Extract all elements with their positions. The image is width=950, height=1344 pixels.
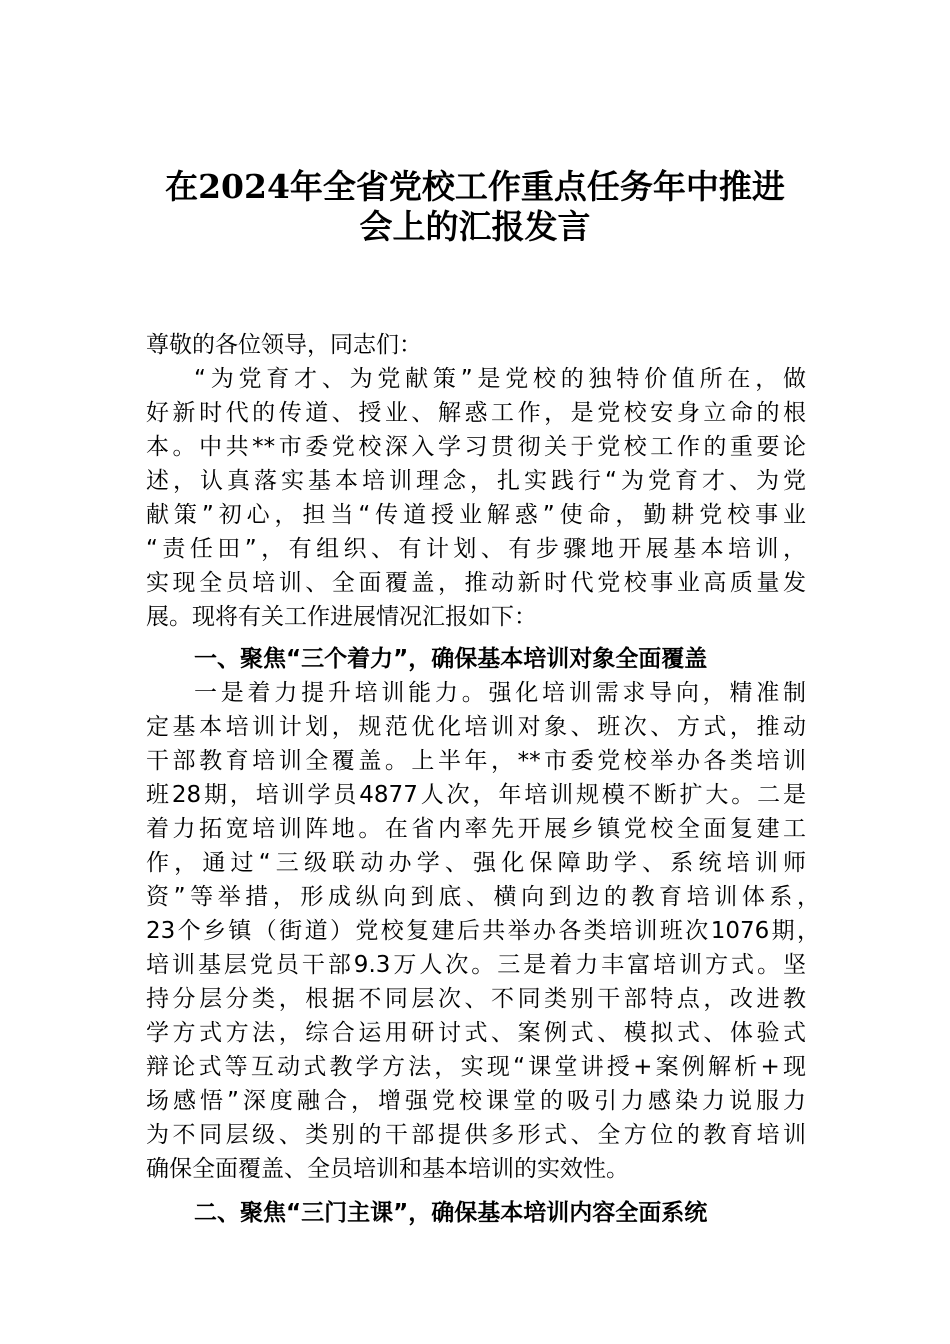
intro-line: 本。中共**市委党校深入学习贯彻关于党校工作的重要论 xyxy=(146,434,806,460)
section1-line: 作，通过“三级联动办学、强化保障助学、系统培训师 xyxy=(146,850,806,876)
salutation: 尊敬的各位领导，同志们： xyxy=(146,332,422,358)
intro-line: 好新时代的传道、授业、解惑工作，是党校安身立命的根 xyxy=(146,400,806,426)
section1-line: 培训基层党员干部9.3万人次。三是着力丰富培训方式。坚 xyxy=(146,952,806,978)
section1-line: 一是着力提升培训能力。强化培训需求导向，精准制 xyxy=(194,680,806,706)
intro-line: 展。现将有关工作进展情况汇报如下： xyxy=(146,604,537,630)
section-heading-1: 一、聚焦“三个着力”，确保基本培训对象全面覆盖 xyxy=(194,646,708,672)
section1-line: 为不同层级、类别的干部提供多形式、全方位的教育培训 xyxy=(146,1122,806,1148)
section1-line: 持分层分类，根据不同层次、不同类别干部特点，改进教 xyxy=(146,986,806,1012)
section1-line: 辩论式等互动式教学方法，实现“课堂讲授+案例解析+现 xyxy=(146,1054,806,1080)
section1-line: 干部教育培训全覆盖。上半年，**市委党校举办各类培训 xyxy=(146,748,806,774)
section1-line: 资”等举措，形成纵向到底、横向到边的教育培训体系， xyxy=(146,884,820,910)
intro-line: “责任田”，有组织、有计划、有步骤地开展基本培训， xyxy=(146,536,806,562)
intro-line: 献策”初心，担当“传道授业解惑”使命，勤耕党校事业 xyxy=(146,502,806,528)
intro-line: 述，认真落实基本培训理念，扎实践行“为党育才、为党 xyxy=(146,468,806,494)
document-title-line-2: 会上的汇报发言 xyxy=(359,207,591,246)
section1-line: 班28期，培训学员4877人次，年培训规模不断扩大。二是 xyxy=(146,782,806,808)
section1-line: 23个乡镇（街道）党校复建后共举办各类培训班次1076期， xyxy=(146,918,820,944)
section1-line: 着力拓宽培训阵地。在省内率先开展乡镇党校全面复建工 xyxy=(146,816,806,842)
section1-line: 学方式方法，综合运用研讨式、案例式、模拟式、体验式 xyxy=(146,1020,806,1046)
intro-line: “为党育才、为党献策”是党校的独特价值所在，做 xyxy=(194,366,806,392)
intro-line: 实现全员培训、全面覆盖，推动新时代党校事业高质量发 xyxy=(146,570,806,596)
section1-line: 场感悟”深度融合，增强党校课堂的吸引力感染力说服力 xyxy=(146,1088,806,1114)
document-title-line-1: 在2024年全省党校工作重点任务年中推进 xyxy=(165,167,785,206)
section1-line: 定基本培训计划，规范优化培训对象、班次、方式，推动 xyxy=(146,714,806,740)
section-heading-2: 二、聚焦“三门主课”，确保基本培训内容全面系统 xyxy=(194,1200,708,1226)
section1-line: 确保全面覆盖、全员培训和基本培训的实效性。 xyxy=(146,1156,629,1182)
